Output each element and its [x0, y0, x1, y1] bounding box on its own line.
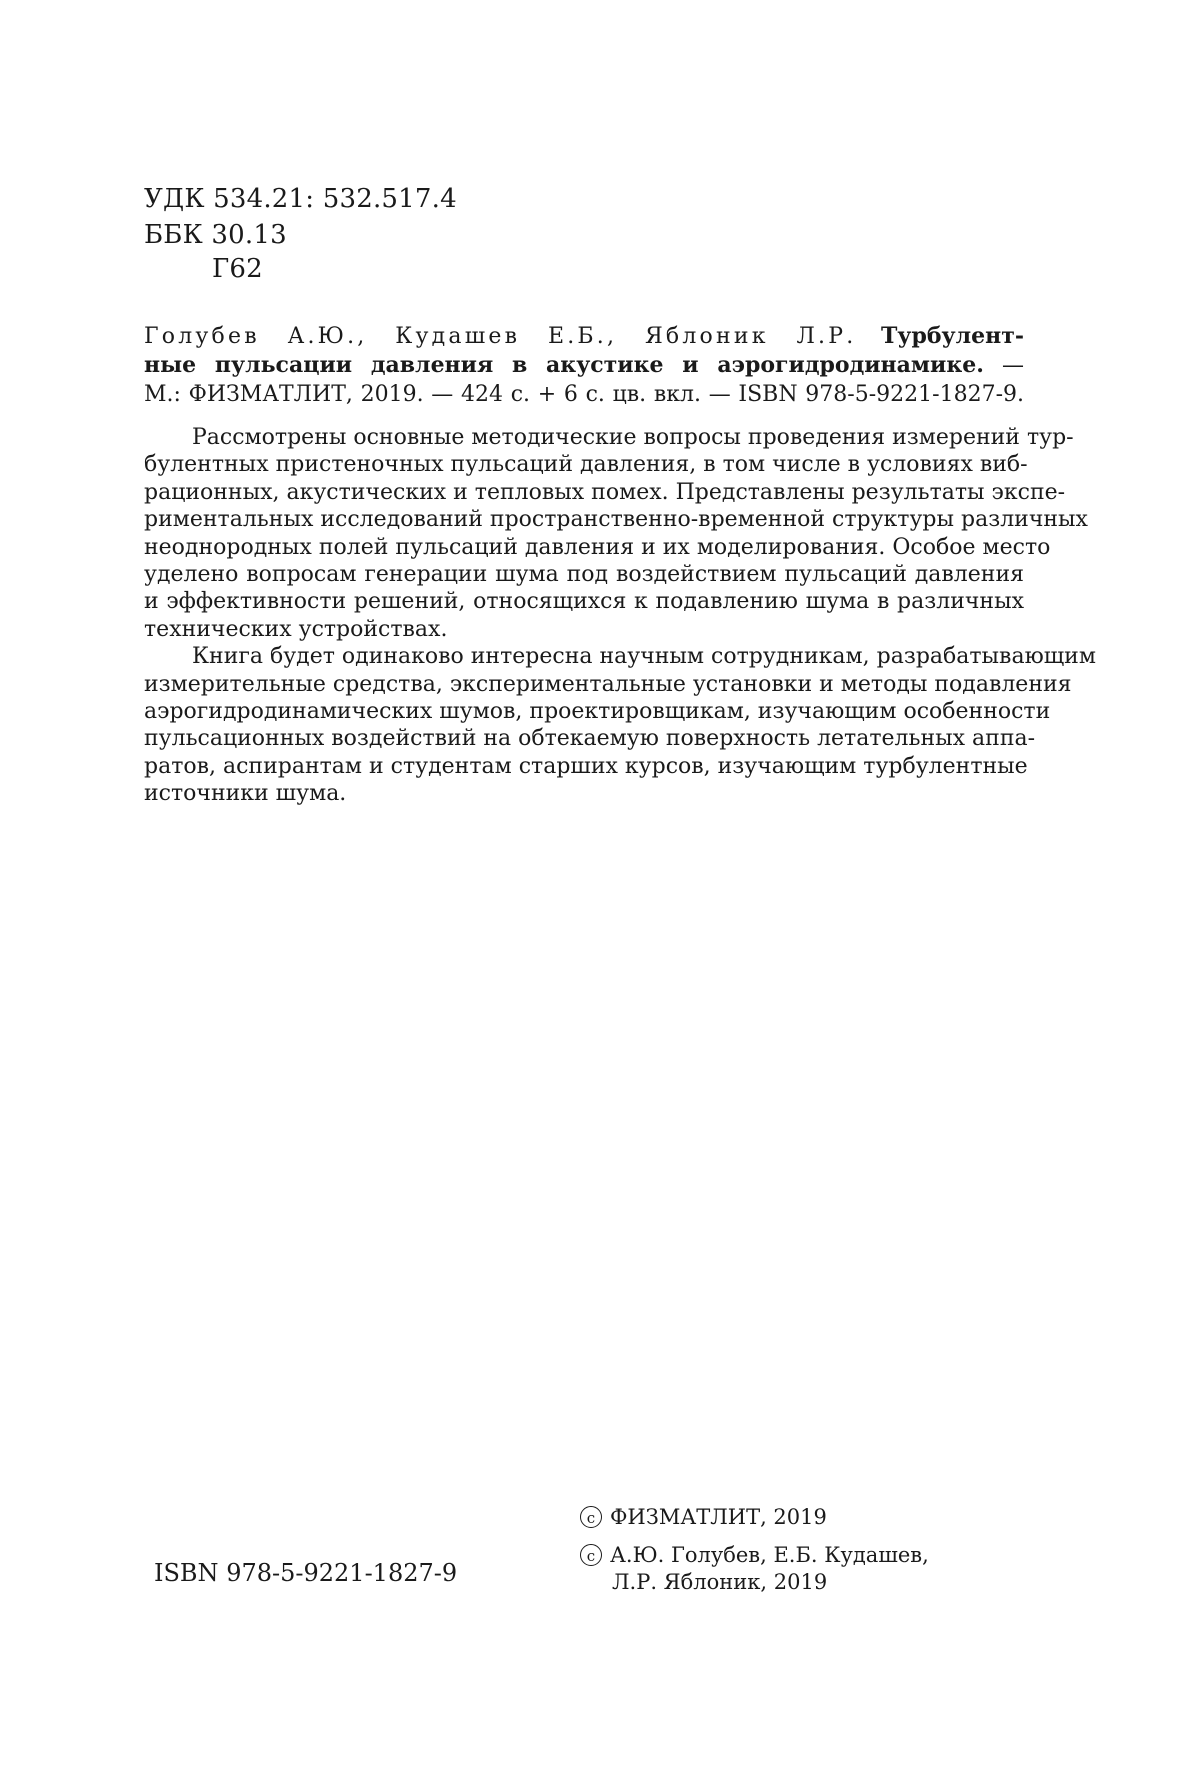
biblio-imprint: М.: ФИЗМАТЛИТ, 2019. — 424 с. + 6 с. цв. вкл. — ISBN 978-5-9221-1827-9.: [144, 382, 1024, 407]
abstract: [144, 424, 1096, 808]
copyright-icon: c: [580, 1544, 602, 1566]
copyright-authors-line1: А.Ю. Голубев, Е.Б. Кудашев,: [610, 1543, 929, 1567]
bbk-code: ББК 30.13: [144, 220, 287, 250]
isbn: ISBN 978-5-9221-1827-9: [154, 1559, 458, 1587]
biblio-dash: —: [1002, 353, 1024, 378]
biblio-authors: Голубев А.Ю., Кудашев Е.Б., Яблоник Л.Р.: [144, 324, 857, 349]
abstract-line: булентных пристеночных пульсаций давления, в том числе в условиях виб-: [144, 452, 1028, 478]
abstract-line: и эффективности решений, относящихся к подавлению шума в различных: [144, 589, 1024, 615]
abstract-line: Рассмотрены основные методические вопросы проведения измерений тур-: [192, 425, 1074, 450]
copyright-publisher-text: ФИЗМАТЛИТ, 2019: [610, 1505, 827, 1529]
copyright-icon: c: [580, 1506, 602, 1528]
abstract-line: Книга будет одинаково интересна научным сотрудникам, разрабатывающим: [192, 644, 1096, 670]
biblio-line-1: [144, 322, 1024, 351]
abstract-line: измерительные средства, экспериментальные установки и методы подавления: [144, 671, 1072, 697]
bibliographic-record: [144, 322, 1024, 409]
author-sign: Г62: [212, 254, 263, 284]
abstract-line: источники шума.: [144, 781, 347, 807]
copyright-authors-line2: Л.Р. Яблоник, 2019: [612, 1570, 828, 1594]
abstract-line: аэрогидродинамических шумов, проектировщикам, изучающим особенности: [144, 699, 1051, 725]
copyright-authors: [580, 1542, 929, 1569]
copyright-publisher: [580, 1504, 827, 1531]
abstract-line: рационных, акустических и тепловых помех. Представлены результаты экспе-: [144, 479, 1066, 505]
abstract-line: неоднородных полей пульсаций давления и их моделирования. Особое место: [144, 534, 1051, 560]
abstract-line: риментальных исследований пространственно-временной структуры различных: [144, 507, 1088, 533]
udk-code: УДК 534.21: 532.517.4: [144, 184, 457, 214]
abstract-line: технических устройствах.: [144, 616, 448, 642]
biblio-title-part1: Турбулент-: [881, 323, 1024, 349]
abstract-line: уделено вопросам генерации шума под воздействием пульсаций давления: [144, 562, 1024, 588]
abstract-line: пульсационных воздействий на обтекаемую поверхность летательных аппа-: [144, 726, 1036, 752]
biblio-line-2: [144, 351, 1024, 380]
abstract-line: ратов, аспирантам и студентам старших курсов, изучающим турбулентные: [144, 753, 1028, 779]
biblio-title-part2: ные пульсации давления в акустике и аэрогидродинамике.: [144, 352, 984, 378]
